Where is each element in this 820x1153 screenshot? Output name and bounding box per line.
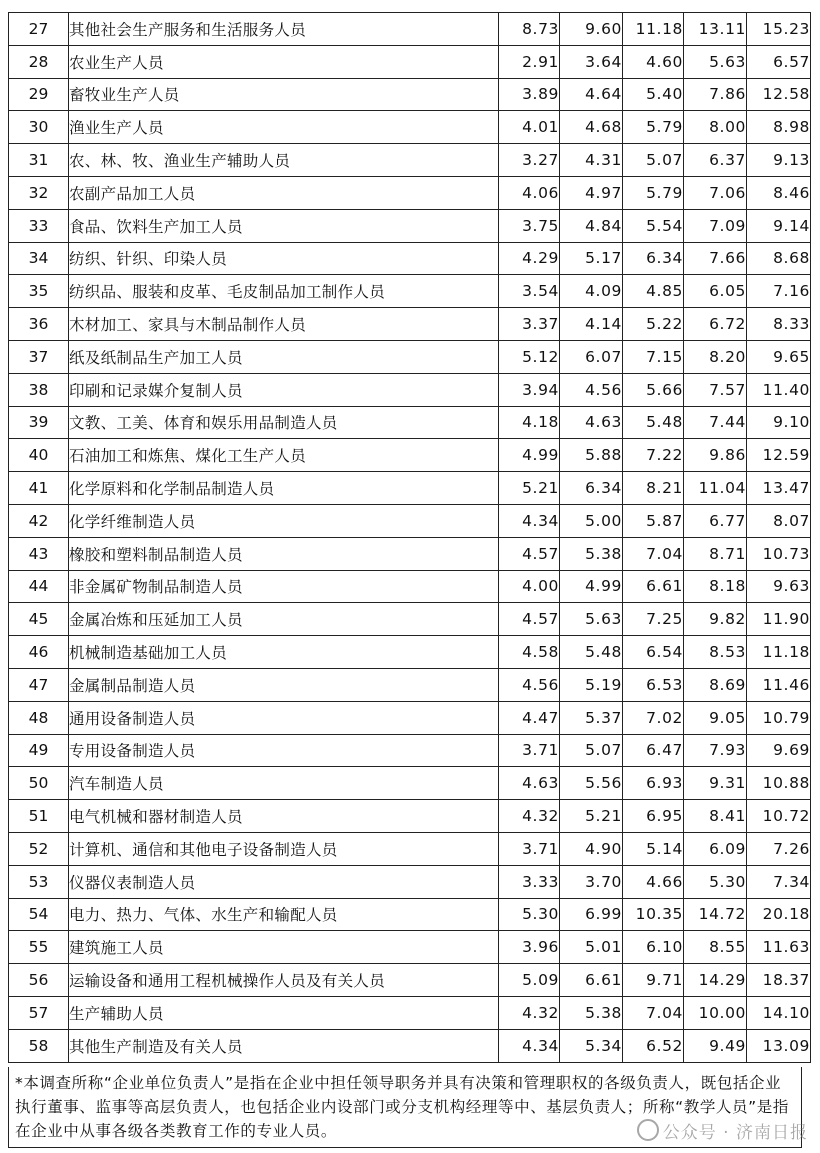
wage-value: 3.27 <box>499 144 560 177</box>
wage-value: 9.65 <box>747 340 811 373</box>
occupation-name: 非金属矿物制品制造人员 <box>69 570 499 603</box>
wage-value: 4.00 <box>499 570 560 603</box>
wage-value: 5.14 <box>623 832 684 865</box>
row-number: 53 <box>9 865 69 898</box>
table-row <box>9 504 811 537</box>
wage-value: 4.63 <box>499 767 560 800</box>
wechat-icon <box>637 1119 659 1141</box>
wage-value: 8.55 <box>684 931 747 964</box>
wage-value: 10.79 <box>747 701 811 734</box>
table-row <box>9 308 811 341</box>
wage-value: 7.57 <box>684 373 747 406</box>
wage-value: 11.90 <box>747 603 811 636</box>
wage-value: 6.99 <box>560 898 623 931</box>
wage-value: 5.30 <box>684 865 747 898</box>
occupation-name: 文教、工美、体育和娱乐用品制造人员 <box>69 406 499 439</box>
wage-value: 5.12 <box>499 340 560 373</box>
wage-value: 9.13 <box>747 144 811 177</box>
occupation-name: 农业生产人员 <box>69 45 499 78</box>
occupation-name: 木材加工、家具与木制品制作人员 <box>69 308 499 341</box>
table-row <box>9 406 811 439</box>
wage-value: 14.29 <box>684 964 747 997</box>
wage-value: 12.59 <box>747 439 811 472</box>
occupation-name: 橡胶和塑料制品制造人员 <box>69 537 499 570</box>
wage-value: 5.63 <box>560 603 623 636</box>
table-body <box>9 13 811 1063</box>
wage-value: 12.58 <box>747 78 811 111</box>
table-row <box>9 865 811 898</box>
wage-value: 6.95 <box>623 800 684 833</box>
occupation-name: 农副产品加工人员 <box>69 176 499 209</box>
wage-value: 4.56 <box>499 668 560 701</box>
wage-value: 14.72 <box>684 898 747 931</box>
wage-value: 8.00 <box>684 111 747 144</box>
wage-value: 4.32 <box>499 996 560 1029</box>
row-number: 30 <box>9 111 69 144</box>
wage-value: 5.19 <box>560 668 623 701</box>
occupation-name: 汽车制造人员 <box>69 767 499 800</box>
wage-value: 5.79 <box>623 111 684 144</box>
occupation-name: 生产辅助人员 <box>69 996 499 1029</box>
wage-value: 6.54 <box>623 636 684 669</box>
wage-value: 4.34 <box>499 504 560 537</box>
table-row <box>9 636 811 669</box>
wage-value: 4.09 <box>560 275 623 308</box>
wage-value: 13.09 <box>747 1029 811 1062</box>
wage-value: 4.64 <box>560 78 623 111</box>
wage-value: 5.48 <box>560 636 623 669</box>
wage-value: 4.63 <box>560 406 623 439</box>
wage-value: 8.71 <box>684 537 747 570</box>
row-number: 49 <box>9 734 69 767</box>
wage-value: 11.18 <box>623 13 684 46</box>
wage-value: 5.40 <box>623 78 684 111</box>
wage-value: 7.34 <box>747 865 811 898</box>
occupation-name: 渔业生产人员 <box>69 111 499 144</box>
wage-value: 2.91 <box>499 45 560 78</box>
wage-value: 8.46 <box>747 176 811 209</box>
wage-value: 10.72 <box>747 800 811 833</box>
wage-value: 4.60 <box>623 45 684 78</box>
wage-value: 3.94 <box>499 373 560 406</box>
row-number: 56 <box>9 964 69 997</box>
wage-value: 8.73 <box>499 13 560 46</box>
table-row <box>9 439 811 472</box>
wage-value: 4.68 <box>560 111 623 144</box>
occupation-name: 通用设备制造人员 <box>69 701 499 734</box>
row-number: 47 <box>9 668 69 701</box>
wage-value: 9.63 <box>747 570 811 603</box>
table-row <box>9 78 811 111</box>
wage-value: 4.29 <box>499 242 560 275</box>
row-number: 36 <box>9 308 69 341</box>
wage-value: 4.97 <box>560 176 623 209</box>
table-row <box>9 964 811 997</box>
table-row <box>9 45 811 78</box>
wage-value: 8.98 <box>747 111 811 144</box>
table-row <box>9 144 811 177</box>
table-row <box>9 111 811 144</box>
occupation-name: 其他社会生产服务和生活服务人员 <box>69 13 499 46</box>
wage-value: 4.18 <box>499 406 560 439</box>
wage-value: 5.48 <box>623 406 684 439</box>
wage-value: 8.68 <box>747 242 811 275</box>
wage-value: 5.38 <box>560 996 623 1029</box>
row-number: 29 <box>9 78 69 111</box>
row-number: 28 <box>9 45 69 78</box>
occupation-name: 建筑施工人员 <box>69 931 499 964</box>
table-row <box>9 767 811 800</box>
wage-value: 4.56 <box>560 373 623 406</box>
table-row <box>9 832 811 865</box>
wage-value: 9.60 <box>560 13 623 46</box>
wage-value: 4.57 <box>499 603 560 636</box>
wage-value: 8.53 <box>684 636 747 669</box>
wage-value: 3.71 <box>499 832 560 865</box>
occupation-name: 电气机械和器材制造人员 <box>69 800 499 833</box>
wage-value: 6.61 <box>560 964 623 997</box>
occupation-name: 食品、饮料生产加工人员 <box>69 209 499 242</box>
wage-value: 5.56 <box>560 767 623 800</box>
wage-value: 4.32 <box>499 800 560 833</box>
wage-value: 6.34 <box>560 472 623 505</box>
row-number: 52 <box>9 832 69 865</box>
wage-value: 4.01 <box>499 111 560 144</box>
wage-value: 5.63 <box>684 45 747 78</box>
wage-value: 6.07 <box>560 340 623 373</box>
occupation-name: 农、林、牧、渔业生产辅助人员 <box>69 144 499 177</box>
wage-value: 7.44 <box>684 406 747 439</box>
row-number: 40 <box>9 439 69 472</box>
wage-value: 8.20 <box>684 340 747 373</box>
row-number: 43 <box>9 537 69 570</box>
row-number: 58 <box>9 1029 69 1062</box>
wage-value: 4.14 <box>560 308 623 341</box>
wage-value: 6.57 <box>747 45 811 78</box>
table-row <box>9 373 811 406</box>
row-number: 35 <box>9 275 69 308</box>
row-number: 42 <box>9 504 69 537</box>
wage-value: 5.38 <box>560 537 623 570</box>
table-row <box>9 898 811 931</box>
wage-value: 18.37 <box>747 964 811 997</box>
wage-value: 7.15 <box>623 340 684 373</box>
wage-value: 11.46 <box>747 668 811 701</box>
wage-value: 8.07 <box>747 504 811 537</box>
wage-value: 4.31 <box>560 144 623 177</box>
row-number: 27 <box>9 13 69 46</box>
wage-value: 4.47 <box>499 701 560 734</box>
wage-value: 11.04 <box>684 472 747 505</box>
wage-value: 5.79 <box>623 176 684 209</box>
wage-value: 3.71 <box>499 734 560 767</box>
wage-value: 8.69 <box>684 668 747 701</box>
occupation-name: 机械制造基础加工人员 <box>69 636 499 669</box>
row-number: 54 <box>9 898 69 931</box>
wage-value: 6.53 <box>623 668 684 701</box>
occupation-name: 计算机、通信和其他电子设备制造人员 <box>69 832 499 865</box>
watermark-text: 公众号 · 济南日报 <box>662 1123 808 1143</box>
wage-value: 6.72 <box>684 308 747 341</box>
table-row <box>9 340 811 373</box>
wage-value: 5.37 <box>560 701 623 734</box>
wage-value: 3.37 <box>499 308 560 341</box>
wage-value: 3.54 <box>499 275 560 308</box>
wage-value: 6.34 <box>623 242 684 275</box>
wage-value: 7.04 <box>623 996 684 1029</box>
watermark <box>637 1118 808 1143</box>
row-number: 38 <box>9 373 69 406</box>
wage-value: 15.23 <box>747 13 811 46</box>
wage-value: 6.05 <box>684 275 747 308</box>
occupation-name: 电力、热力、气体、水生产和输配人员 <box>69 898 499 931</box>
wage-value: 5.07 <box>623 144 684 177</box>
table-row <box>9 275 811 308</box>
table-row <box>9 603 811 636</box>
wage-value: 7.26 <box>747 832 811 865</box>
wage-value: 13.11 <box>684 13 747 46</box>
wage-value: 4.99 <box>499 439 560 472</box>
table-row <box>9 800 811 833</box>
wage-value: 4.99 <box>560 570 623 603</box>
wage-value: 11.40 <box>747 373 811 406</box>
wage-value: 5.30 <box>499 898 560 931</box>
wage-value: 7.66 <box>684 242 747 275</box>
wage-value: 10.35 <box>623 898 684 931</box>
wage-value: 5.87 <box>623 504 684 537</box>
wage-value: 9.31 <box>684 767 747 800</box>
wage-value: 9.14 <box>747 209 811 242</box>
table-row <box>9 537 811 570</box>
wage-value: 4.90 <box>560 832 623 865</box>
wage-value: 7.09 <box>684 209 747 242</box>
wage-value: 7.16 <box>747 275 811 308</box>
occupation-name: 印刷和记录媒介复制人员 <box>69 373 499 406</box>
wage-value: 7.93 <box>684 734 747 767</box>
occupation-name: 金属制品制造人员 <box>69 668 499 701</box>
wage-value: 4.84 <box>560 209 623 242</box>
row-number: 41 <box>9 472 69 505</box>
table-row <box>9 176 811 209</box>
wage-value: 5.21 <box>560 800 623 833</box>
row-number: 55 <box>9 931 69 964</box>
wage-value: 4.66 <box>623 865 684 898</box>
wage-value: 8.41 <box>684 800 747 833</box>
row-number: 39 <box>9 406 69 439</box>
wage-value: 5.54 <box>623 209 684 242</box>
table-row <box>9 1029 811 1062</box>
wage-value: 3.33 <box>499 865 560 898</box>
wage-value: 6.47 <box>623 734 684 767</box>
table-row <box>9 209 811 242</box>
wage-value: 9.82 <box>684 603 747 636</box>
wage-value: 3.75 <box>499 209 560 242</box>
wage-table <box>8 12 811 1063</box>
wage-value: 10.88 <box>747 767 811 800</box>
wage-value: 7.02 <box>623 701 684 734</box>
wage-value: 9.49 <box>684 1029 747 1062</box>
wage-value: 13.47 <box>747 472 811 505</box>
row-number: 50 <box>9 767 69 800</box>
row-number: 34 <box>9 242 69 275</box>
row-number: 44 <box>9 570 69 603</box>
occupation-name: 化学原料和化学制品制造人员 <box>69 472 499 505</box>
wage-value: 7.04 <box>623 537 684 570</box>
occupation-name: 运输设备和通用工程机械操作人员及有关人员 <box>69 964 499 997</box>
row-number: 31 <box>9 144 69 177</box>
wage-value: 3.70 <box>560 865 623 898</box>
wage-value: 4.85 <box>623 275 684 308</box>
wage-value: 10.00 <box>684 996 747 1029</box>
table-row <box>9 734 811 767</box>
wage-value: 9.05 <box>684 701 747 734</box>
footnote: *本调查所称“企业单位负责人”是指在企业中担任领导职务并具有决策和管理职权的各级负责人，既包括企业执行董事、监事等高层负责人，也包括企业内设部门或分支机构经理等中、基层负责人；所称“教学人员”是指在企业中从事各级各类教育工作的专业人员。 <box>8 1067 802 1148</box>
wage-value: 5.88 <box>560 439 623 472</box>
wage-value: 7.22 <box>623 439 684 472</box>
wage-value: 20.18 <box>747 898 811 931</box>
table-row <box>9 668 811 701</box>
table-row <box>9 242 811 275</box>
table-row <box>9 701 811 734</box>
wage-value: 11.63 <box>747 931 811 964</box>
wage-value: 6.37 <box>684 144 747 177</box>
occupation-name: 其他生产制造及有关人员 <box>69 1029 499 1062</box>
wage-value: 10.73 <box>747 537 811 570</box>
wage-value: 8.21 <box>623 472 684 505</box>
wage-value: 6.93 <box>623 767 684 800</box>
wage-value: 8.18 <box>684 570 747 603</box>
occupation-name: 仪器仪表制造人员 <box>69 865 499 898</box>
wage-value: 9.10 <box>747 406 811 439</box>
table-row <box>9 472 811 505</box>
occupation-name: 金属冶炼和压延加工人员 <box>69 603 499 636</box>
occupation-name: 专用设备制造人员 <box>69 734 499 767</box>
wage-value: 4.58 <box>499 636 560 669</box>
wage-value: 6.52 <box>623 1029 684 1062</box>
wage-value: 7.06 <box>684 176 747 209</box>
wage-value: 5.22 <box>623 308 684 341</box>
row-number: 46 <box>9 636 69 669</box>
wage-value: 5.66 <box>623 373 684 406</box>
table-row <box>9 570 811 603</box>
wage-value: 4.57 <box>499 537 560 570</box>
row-number: 37 <box>9 340 69 373</box>
wage-value: 7.25 <box>623 603 684 636</box>
wage-value: 9.69 <box>747 734 811 767</box>
occupation-name: 纺织、针织、印染人员 <box>69 242 499 275</box>
row-number: 45 <box>9 603 69 636</box>
wage-value: 3.64 <box>560 45 623 78</box>
wage-value: 5.34 <box>560 1029 623 1062</box>
table-row <box>9 13 811 46</box>
wage-value: 5.09 <box>499 964 560 997</box>
table-row <box>9 931 811 964</box>
occupation-name: 畜牧业生产人员 <box>69 78 499 111</box>
row-number: 32 <box>9 176 69 209</box>
wage-value: 6.61 <box>623 570 684 603</box>
occupation-name: 纸及纸制品生产加工人员 <box>69 340 499 373</box>
wage-value: 9.86 <box>684 439 747 472</box>
wage-value: 14.10 <box>747 996 811 1029</box>
wage-value: 4.34 <box>499 1029 560 1062</box>
wage-value: 5.00 <box>560 504 623 537</box>
wage-value: 3.89 <box>499 78 560 111</box>
wage-value: 5.07 <box>560 734 623 767</box>
wage-value: 5.17 <box>560 242 623 275</box>
wage-value: 5.01 <box>560 931 623 964</box>
wage-value: 9.71 <box>623 964 684 997</box>
wage-value: 7.86 <box>684 78 747 111</box>
wage-value: 6.10 <box>623 931 684 964</box>
row-number: 57 <box>9 996 69 1029</box>
wage-value: 3.96 <box>499 931 560 964</box>
row-number: 33 <box>9 209 69 242</box>
occupation-name: 石油加工和炼焦、煤化工生产人员 <box>69 439 499 472</box>
table-row <box>9 996 811 1029</box>
wage-value: 5.21 <box>499 472 560 505</box>
wage-value: 8.33 <box>747 308 811 341</box>
wage-value: 4.06 <box>499 176 560 209</box>
occupation-name: 化学纤维制造人员 <box>69 504 499 537</box>
wage-value: 11.18 <box>747 636 811 669</box>
wage-value: 6.09 <box>684 832 747 865</box>
wage-value: 6.77 <box>684 504 747 537</box>
occupation-name: 纺织品、服装和皮革、毛皮制品加工制作人员 <box>69 275 499 308</box>
row-number: 51 <box>9 800 69 833</box>
row-number: 48 <box>9 701 69 734</box>
